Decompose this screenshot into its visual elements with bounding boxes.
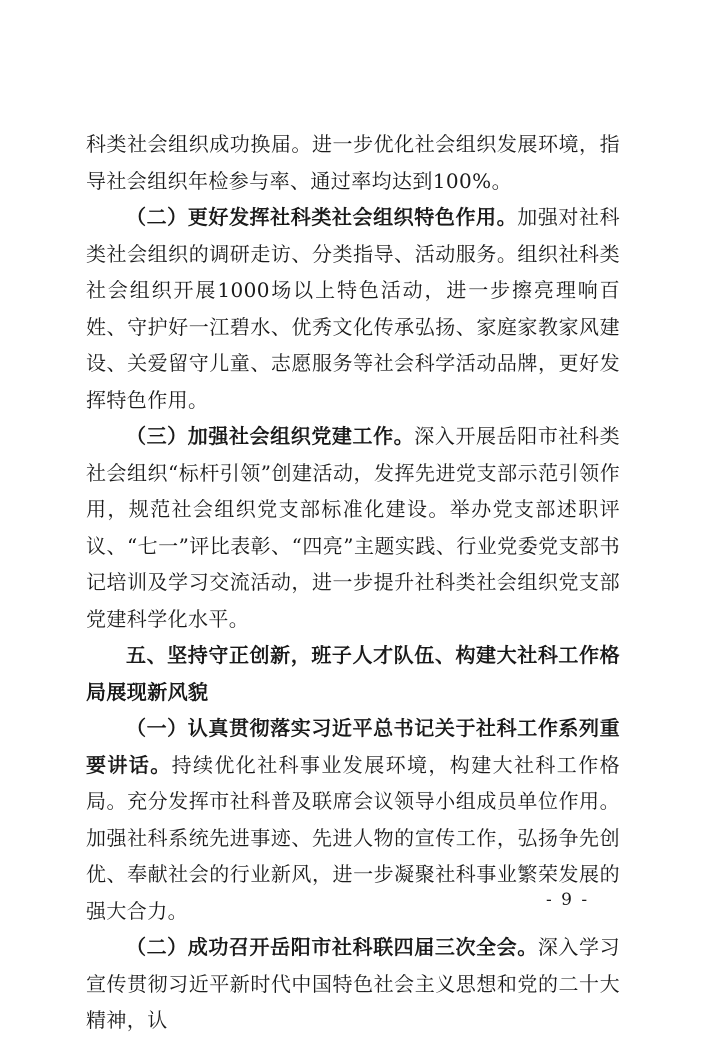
paragraph-3 [86,418,620,637]
paragraph-subheading: （三）加强社会组织党建工作。 [126,424,415,448]
paragraph-text: 加强对社科类社会组织的调研走访、分类指导、活动服务。组织社科类社会组织开展1000场以上特色活动，进一步擦亮理响百姓、守护好一江碧水、优秀文化传承弘扬、家庭家教家风建设、关爱留守儿童、志愿服务等社会科学活动品牌，更好发挥特色作用。 [86,205,620,412]
paragraph-subheading: （一）认真贯彻落实习近平总书记关于社科工作系列重要讲话。 [86,716,620,777]
section-heading: 五、坚持守正创新，班子人才队伍、构建大社科工作格局展现新风貌 [86,643,620,704]
paragraph-text: 持续优化社科事业发展环境，构建大社科工作格局。充分发挥市社科普及联席会议领导小组成员单位作用。加强社科系统先进事迹、先进人物的宣传工作，弘扬争先创优、奉献社会的行业新风，进一步凝聚社科事业繁荣发展的强大合力。 [86,752,620,923]
paragraph-text: 科类社会组织成功换届。进一步优化社会组织发展环境，指导社会组织年检参与率、通过率均达到100%。 [86,132,620,193]
paragraph-2 [86,199,620,418]
paragraph-text: 深入学习宣传贯彻习近平新时代中国特色社会主义思想和党的二十大精神，认 [86,935,621,1032]
paragraph-text: 深入开展岳阳市社科类社会组织“标杆引领”创建活动，发挥先进党支部示范引领作用，规范社会组织党支部标准化建设。举办党支部述职评议、“七一”评比表彰、“四亮”主题实践、行业党委党支部书记培训及学习交流活动，进一步提升社科类社会组织党支部党建科学化水平。 [86,424,620,631]
paragraph-subheading: （二）成功召开岳阳市社科联四届三次全会。 [126,935,538,959]
page-number: - 9 - [546,890,590,910]
paragraph-4 [86,710,620,929]
paragraph-continuation [86,126,620,199]
paragraph-5 [86,929,620,1039]
paragraph-subheading: （二）更好发挥社科类社会组织特色作用。 [126,205,518,229]
body-text [86,126,620,1039]
